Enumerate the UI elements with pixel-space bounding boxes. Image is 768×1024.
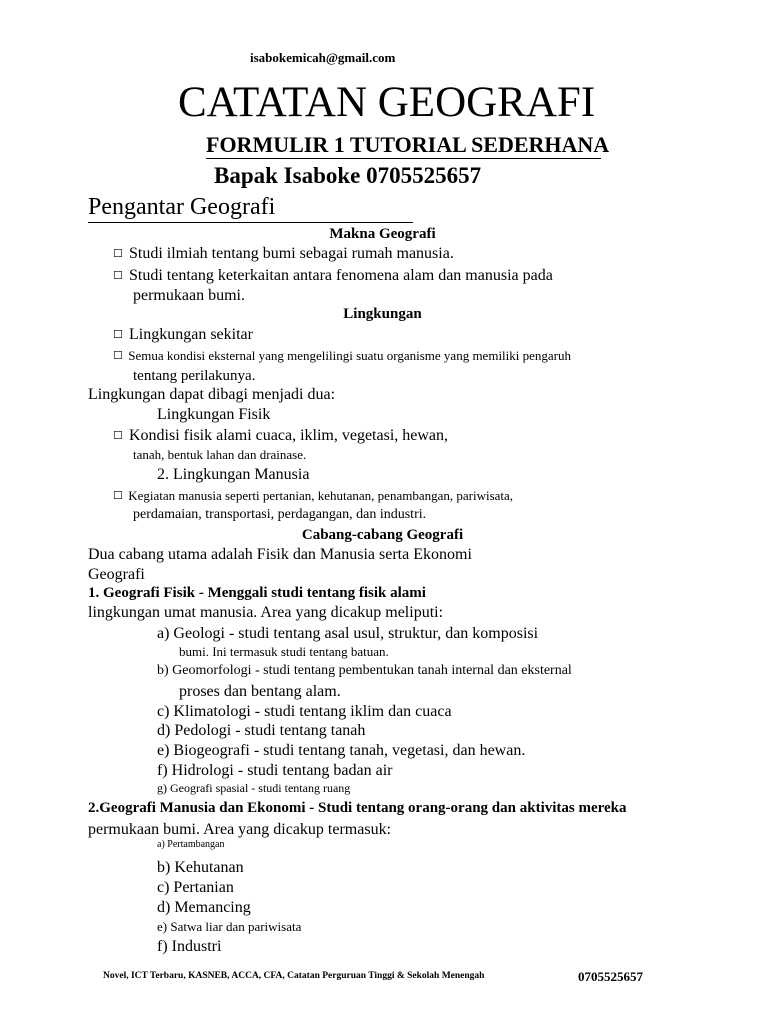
cabang-heading: Cabang-cabang Geografi <box>301 527 464 543</box>
lingkungan-item-2-cont: tentang perilakunya. <box>133 368 256 384</box>
fisik-item-a-cont: bumi. Ini termasuk studi tentang batuan. <box>179 644 389 659</box>
lingkungan-manusia-item-cont: perdamaian, transportasi, perdagangan, dan industri. <box>133 507 427 522</box>
fisik-heading: 1. Geografi Fisik - Menggali studi tentang fisik alami <box>88 585 426 601</box>
lingkungan-fisik-item-cont: tanah, bentuk lahan dan drainase. <box>133 447 307 462</box>
footer-left-text: Novel, ICT Terbaru, KASNEB, ACCA, CFA, Catatan Perguruan Tinggi & Sekolah Menengah <box>103 971 485 981</box>
manusia-item-a: a) Pertambangan <box>157 839 225 850</box>
lingkungan-fisik-label: Lingkungan Fisik <box>157 406 271 423</box>
manusia-item-e: e) Satwa liar dan pariwisata <box>157 919 302 934</box>
bullet-box-icon: ☐ <box>113 429 123 442</box>
manusia-heading: 2.Geografi Manusia dan Ekonomi - Studi tentang orang-orang dan aktivitas mereka <box>88 800 627 816</box>
footer-phone: 0705525657 <box>578 969 643 984</box>
fisik-item-c: c) Klimatologi - studi tentang iklim dan cuaca <box>157 703 452 720</box>
fisik-item-g: g) Geografi spasial - studi tentang ruang <box>157 781 351 795</box>
fisik-item-d: d) Pedologi - studi tentang tanah <box>157 722 366 739</box>
lingkungan-heading: Lingkungan <box>343 306 422 322</box>
lingkungan-divided: Lingkungan dapat dibagi menjadi dua: <box>88 386 336 403</box>
lingkungan-item-2: ☐ Semua kondisi eksternal yang mengelilingi suatu organisme yang memiliki pengaruh <box>113 348 572 363</box>
bullet-box-icon: ☐ <box>113 328 123 341</box>
manusia-intro: permukaan bumi. Area yang dicakup termasuk: <box>88 821 392 838</box>
manusia-item-d: d) Memancing <box>157 899 251 916</box>
fisik-item-a: a) Geologi - studi tentang asal usul, struktur, dan komposisi <box>157 625 539 642</box>
makna-heading: Makna Geografi <box>329 226 436 242</box>
fisik-item-b-cont: proses dan bentang alam. <box>179 683 341 700</box>
manusia-item-c: c) Pertanian <box>157 879 234 896</box>
bullet-box-icon: ☐ <box>113 349 123 362</box>
lingkungan-item-1: ☐ Lingkungan sekitar <box>113 326 253 343</box>
document-subtitle: FORMULIR 1 TUTORIAL SEDERHANA <box>206 132 610 157</box>
fisik-item-e: e) Biogeografi - studi tentang tanah, vegetasi, dan hewan. <box>157 742 526 759</box>
email-text: isabokemicah@gmail.com <box>250 50 396 65</box>
manusia-item-b: b) Kehutanan <box>157 859 244 876</box>
author-line: Bapak Isaboke 0705525657 <box>214 163 482 188</box>
makna-item-1: ☐ Studi ilmiah tentang bumi sebagai rumah manusia. <box>113 245 454 262</box>
lingkungan-manusia-item: ☐ Kegiatan manusia seperti pertanian, kehutanan, penambangan, pariwisata, <box>113 488 514 503</box>
fisik-item-b: b) Geomorfologi - studi tentang pembentukan tanah internal dan eksternal <box>157 663 572 678</box>
fisik-item-f: f) Hidrologi - studi tentang badan air <box>157 762 393 779</box>
subtitle-underline <box>206 158 601 159</box>
lingkungan-manusia-label: 2. Lingkungan Manusia <box>157 466 310 483</box>
bullet-box-icon: ☐ <box>113 247 123 260</box>
bullet-box-icon: ☐ <box>113 269 123 282</box>
lingkungan-fisik-item: ☐ Kondisi fisik alami cuaca, iklim, vegetasi, hewan, <box>113 427 449 444</box>
bullet-box-icon: ☐ <box>113 489 123 502</box>
section-title-underline <box>88 222 413 223</box>
section-title: Pengantar Geografi <box>88 194 276 220</box>
makna-item-2-cont: permukaan bumi. <box>133 287 245 304</box>
manusia-item-f: f) Industri <box>157 938 222 955</box>
cabang-intro-2: Geografi <box>88 566 145 583</box>
cabang-intro-1: Dua cabang utama adalah Fisik dan Manusia serta Ekonomi <box>88 546 472 563</box>
makna-item-2: ☐ Studi tentang keterkaitan antara fenomena alam dan manusia pada <box>113 267 553 284</box>
fisik-intro: lingkungan umat manusia. Area yang dicakup meliputi: <box>88 604 444 621</box>
document-title: CATATAN GEOGRAFI <box>178 79 596 126</box>
